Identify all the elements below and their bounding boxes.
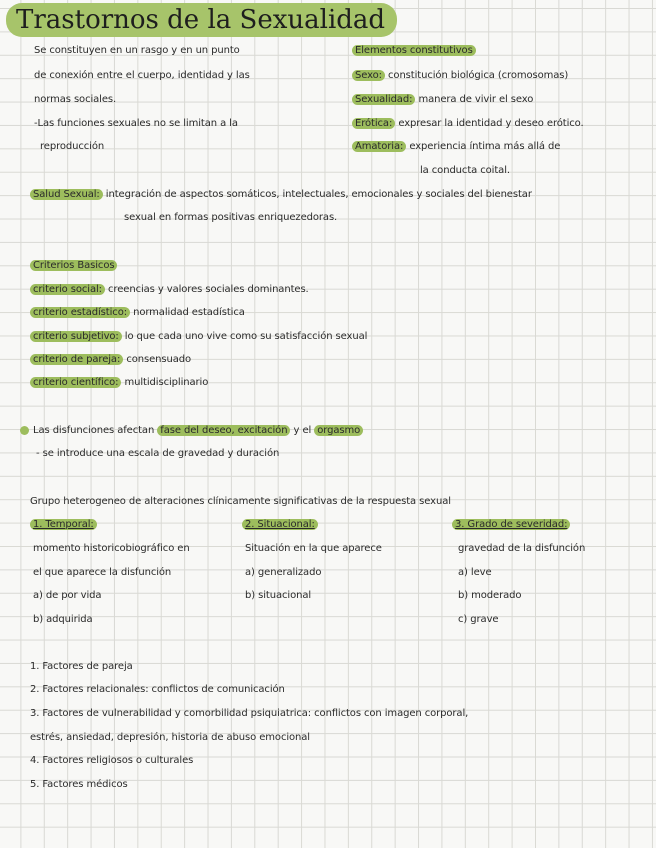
situacional-line-1: Situación en la que aparece	[245, 543, 382, 554]
temporal-line-1: momento historicobiográfico en	[33, 543, 190, 554]
factor-3-cont: estrés, ansiedad, depresión, historia de abuso emocional	[30, 732, 310, 743]
temporal-heading: 1. Temporal:	[30, 519, 97, 531]
factor-1: 1. Factores de pareja	[30, 661, 133, 672]
disfunciones-line: Las disfunciones afectan fase del deseo, excitación y el orgasmo	[33, 425, 363, 437]
temporal-line-3: a) de por vida	[33, 590, 102, 601]
temporal-line-2: el que aparece la disfunción	[33, 567, 172, 578]
temporal-line-4: b) adquirida	[33, 614, 93, 625]
factor-4: 4. Factores religiosos o culturales	[30, 755, 194, 766]
criterio-pareja: criterio de pareja: consensuado	[30, 354, 191, 366]
severidad-line-3: b) moderado	[458, 590, 522, 601]
grupo-line: Grupo heterogeneo de alteraciones clínicamente significativas de la respuesta sexual	[30, 496, 451, 507]
disfunciones-sub: - se introduce una escala de gravedad y duración	[36, 448, 280, 459]
intro-line-1: Se constituyen en un rasgo y en un punto	[34, 45, 240, 56]
severidad-heading: 3. Grado de severidad:	[452, 519, 570, 531]
bullet-dot	[20, 426, 29, 435]
situacional-line-3: b) situacional	[245, 590, 312, 601]
elementos-heading: Elementos constitutivos	[352, 45, 476, 57]
page-title: Trastornos de la Sexualidad	[6, 3, 397, 37]
severidad-line-2: a) leve	[458, 567, 492, 578]
intro-line-5: reproducción	[40, 141, 105, 152]
factor-5: 5. Factores médicos	[30, 779, 128, 790]
criterio-estadistico: criterio estadístico: normalidad estadística	[30, 307, 245, 319]
intro-line-4: -Las funciones sexuales no se limitan a la	[34, 118, 238, 129]
elemento-erotica: Erótica: expresar la identidad y deseo erótico.	[352, 118, 584, 130]
criterio-subjetivo: criterio subjetivo: lo que cada uno vive como su satisfacción sexual	[30, 331, 367, 343]
situacional-heading: 2. Situacional:	[242, 519, 318, 531]
criterio-social: criterio social: creencias y valores sociales dominantes.	[30, 284, 309, 296]
situacional-line-2: a) generalizado	[245, 567, 322, 578]
salud-sexual-line-2: sexual en formas positivas enriquezedoras.	[124, 212, 338, 223]
intro-line-2: de conexión entre el cuerpo, identidad y las	[34, 70, 250, 81]
elemento-amatoria-cont: la conducta coital.	[420, 165, 510, 176]
criterio-cientifico: criterio científico: multidisciplinario	[30, 377, 208, 389]
severidad-line-1: gravedad de la disfunción	[458, 543, 586, 554]
factor-2: 2. Factores relacionales: conflictos de comunicación	[30, 684, 285, 695]
severidad-line-4: c) grave	[458, 614, 499, 625]
elemento-sexualidad: Sexualidad: manera de vivir el sexo	[352, 94, 533, 106]
factor-3: 3. Factores de vulnerabilidad y comorbilidad psiquiatrica: conflictos con imagen corporal,	[30, 708, 469, 719]
criterios-heading: Criterios Basicos	[30, 260, 117, 272]
elemento-sexo: Sexo: constitución biológica (cromosomas)	[352, 70, 568, 82]
intro-line-3: normas sociales.	[34, 94, 117, 105]
salud-sexual-line-1: Salud Sexual: integración de aspectos somáticos, intelectuales, emocionales y sociales del bienestar	[30, 189, 532, 201]
elemento-amatoria: Amatoria: experiencia íntima más allá de	[352, 141, 560, 153]
